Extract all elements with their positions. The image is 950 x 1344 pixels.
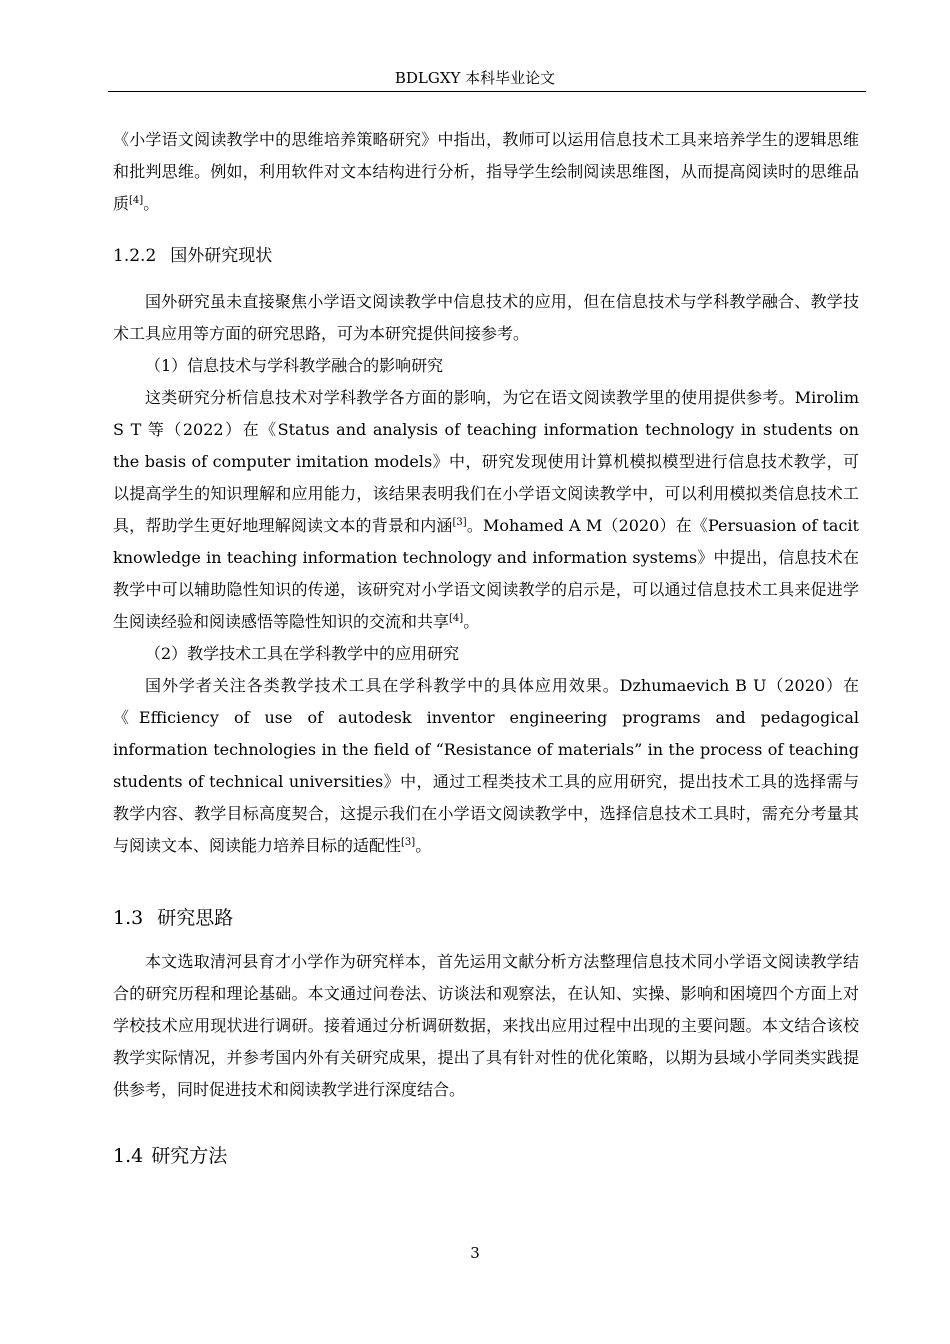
section-title: 研究方法 xyxy=(151,1145,228,1167)
section-heading-1-4 xyxy=(113,1140,859,1172)
paragraph xyxy=(113,382,859,638)
paragraph-text: 这类研究分析信息技术对学科教学各方面的影响，为它在语文阅读教学里的使用提供参考。Mirolim S T 等（2022）在《Status and analysis of teaching information technology in students on the basis of computer imitation models》中，研究发现使用计算机模拟模型进行信息技术教学，可以提高学生的知识理解和应用能力，该结果表明我们在小学语文阅读教学中，可以利用模拟类信息技术工具，帮助学生更好地理解阅读文本的背景和内涵 xyxy=(113,388,859,535)
paragraph: 本文选取清河县育才小学作为研究样本，首先运用文献分析方法整理信息技术同小学语文阅读教学结合的研究历程和理论基础。本文通过问卷法、访谈法和观察法，在认知、实操、影响和困境四个方面上对学校技术应用现状进行调研。接着通过分析调研数据，来找出应用过程中出现的主要问题。本文结合该校教学实际情况，并参考国内外有关研究成果，提出了具有针对性的优化策略，以期为县域小学同类实践提供参考，同时促进技术和阅读教学进行深度结合。 xyxy=(113,952,859,1099)
paragraph: 国外研究虽未直接聚焦小学语文阅读教学中信息技术的应用，但在信息技术与学科教学融合、教学技术工具应用等方面的研究思路，可为本研究提供间接参考。 xyxy=(113,292,859,343)
section-number: 1.2.2 xyxy=(113,246,157,266)
citation: [3] xyxy=(452,517,467,528)
section-title: 国外研究现状 xyxy=(170,246,273,266)
paragraph xyxy=(113,670,859,862)
paragraph-text: 《小学语文阅读教学中的思维培养策略研究》中指出，教师可以运用信息技术工具来培养学生的逻辑思维和批判思维。例如，利用软件对文本结构进行分析，指导学生绘制阅读思维图，从而提高阅读时的思维品质 xyxy=(113,130,859,213)
citation: [4] xyxy=(129,195,144,206)
subheading-2: （2）教学技术工具在学科教学中的应用研究 xyxy=(145,644,460,663)
section-number: 1.4 xyxy=(113,1145,144,1167)
section-heading-1-3 xyxy=(113,902,859,934)
running-header: BDLGXY 本科毕业论文 xyxy=(394,69,556,87)
punctuation: 。 xyxy=(415,836,432,855)
page-body xyxy=(113,124,859,1184)
citation: [4] xyxy=(449,613,464,624)
subheading-1: （1）信息技术与学科教学融合的影响研究 xyxy=(145,356,444,375)
header-rule xyxy=(108,91,866,92)
section-number: 1.3 xyxy=(113,907,144,929)
section-heading-1-2-2 xyxy=(113,240,859,272)
paragraph-continued xyxy=(113,124,859,220)
section-title: 研究思路 xyxy=(157,907,234,929)
page-number: 3 xyxy=(470,1244,480,1262)
punctuation: 。 xyxy=(143,194,160,213)
paragraph-text: 国外学者关注各类教学技术工具在学科教学中的具体应用效果。Dzhumaevich B U（2020）在《Efficiency of use of autodesk inventor engineering programs and pedagogical information technologies in the field of “Resistance of materials” in the process of teaching students of technical universities》中，通过工程类技术工具的应用研究，提出技术工具的选择需与教学内容、教学目标高度契合，这提示我们在小学语文阅读教学中，选择信息技术工具时，需充分考量其与阅读文本、阅读能力培养目标的适配性 xyxy=(113,676,859,855)
paragraph-text: 。Mohamed A M（2020）在《Persuasion of tacit knowledge in teaching information technology and information systems》中提出，信息技术在教学中可以辅助隐性知识的传递，该研究对小学语文阅读教学的启示是，可以通过信息技术工具来促进学生阅读经验和阅读感悟等隐性知识的交流和共享 xyxy=(113,516,859,631)
citation: [3] xyxy=(401,837,416,848)
punctuation: 。 xyxy=(463,612,480,631)
